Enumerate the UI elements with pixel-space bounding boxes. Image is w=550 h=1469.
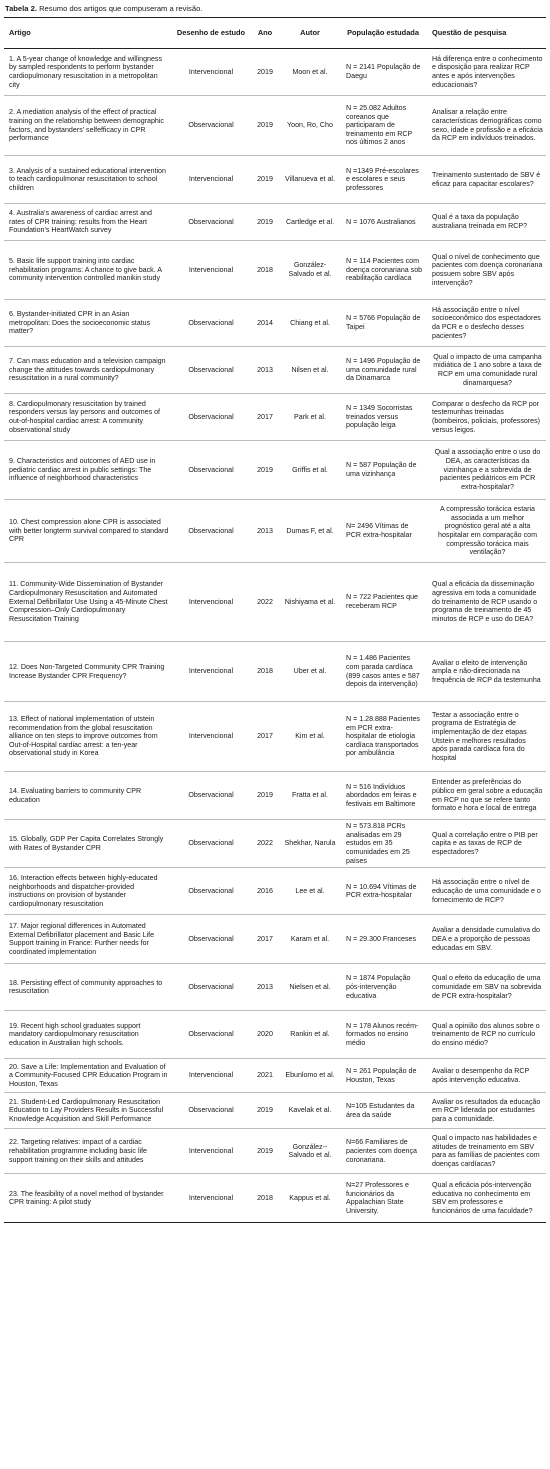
cell-year: 2014 (257, 318, 273, 327)
cell-author: Lee et al. (295, 886, 325, 895)
cell-study-design: Observacional (188, 121, 234, 130)
cell-author: Kim et al. (295, 732, 325, 741)
cell-population: N =1349 Pré-escolares e escolares e seus professores (346, 166, 419, 192)
cell-author: Shekhar, Narula (284, 839, 336, 848)
table-row (4, 1011, 546, 1059)
cell-study-design: Observacional (188, 1030, 234, 1039)
cell-population: N=27 Professores e funcionários da Appalachian State University. (346, 1180, 409, 1215)
cell-research-question: Avaliar o desempenho da RCP após intervenção educativa. (432, 1067, 530, 1084)
table-row (4, 156, 546, 204)
cell-study-design: Observacional (188, 412, 234, 421)
cell-research-question: Qual é a taxa da população australiana treinada em RCP? (432, 213, 528, 230)
cell-year: 2022 (257, 597, 273, 606)
cell-year: 2017 (257, 412, 273, 421)
cell-author: Park et al. (294, 412, 326, 421)
cell-author: Dumas F, et al. (286, 526, 334, 535)
cell-article-title: 17. Major regional differences in Automated External Defibrillator placement and Basic Life Support training in France: Further needs for coordinated implementation (9, 921, 155, 956)
cell-article-title: 23. The feasibility of a novel method of bystander CPR training: A pilot study (9, 1189, 164, 1207)
cell-article-title: 8. Cardiopulmonary resuscitation by trained responders versus lay persons and outcomes of out-of-hospital cardiac arrest: A community observational study (9, 399, 161, 434)
cell-year: 2019 (257, 1106, 273, 1115)
table-row (4, 868, 546, 915)
cell-year: 2019 (257, 791, 273, 800)
cell-year: 2020 (257, 1030, 273, 1039)
cell-article-title: 16. Interaction effects between highly-educated neighborhoods and dispatcher-provided instructions on provision of bystander cardiopulmonary resuscitation (9, 873, 158, 908)
cell-study-design: Intervencional (188, 67, 234, 76)
cell-population: N = 114 Pacientes com doença coronariana sob reabilitação cardíaca (346, 257, 423, 283)
cell-population: N=105 Estudantes da área da saúde (346, 1102, 415, 1119)
cell-author: Cartledge et al. (285, 217, 335, 226)
table-row (4, 772, 546, 820)
review-table (4, 17, 546, 1223)
cell-author: Nilsen et al. (291, 365, 329, 374)
cell-research-question: Qual a eficácia da disseminação agressiva em toda a comunidade do treinamento de RCP usando o programa de treinamento de 45 minutos de RCP e uso do DEA? (432, 580, 538, 623)
cell-population: N = 1076 Australianos (346, 217, 416, 226)
caption-text: Resumo dos artigos que compuseram a revisão. (39, 4, 203, 13)
cell-population: N = 261 População de Houston, Texas (346, 1067, 417, 1084)
cell-author: Uber et al. (293, 667, 327, 676)
cell-year: 2019 (257, 465, 273, 474)
cell-article-title: 1. A 5-year change of knowledge and willingness by sampled respondents to perform bystander cardiopulmonary resuscitation in a metropolitan city (9, 54, 163, 89)
table-caption (5, 4, 546, 13)
table-row (4, 49, 546, 96)
header-ano: Ano (257, 27, 273, 37)
cell-author: Karam et al. (290, 934, 330, 943)
cell-year: 2017 (257, 732, 273, 741)
cell-year: 2022 (257, 839, 273, 848)
header-row (4, 18, 546, 49)
cell-population: N=66 Familiares de pacientes com doença coronariana. (346, 1138, 417, 1164)
table-row (4, 394, 546, 441)
header-desenho: Desenho de estudo (176, 27, 246, 37)
table-row (4, 563, 546, 642)
cell-author: Villanueva et al. (285, 175, 335, 184)
cell-study-design: Intervencional (188, 175, 234, 184)
cell-research-question: Qual o impacto nas habilidades e atitudes de treinamento em SBV para as famílias de pacientes com doenças cardíacas? (432, 1133, 540, 1168)
cell-population: N = 1.28.888 Pacientes em PCR extra-hospitalar de etiologia cardíaca transportados por ambulância (346, 714, 420, 758)
cell-article-title: 2. A mediation analysis of the effect of practical training on the relationship between demographic factors, and bystanders' selfefficacy in CPR performance (9, 108, 164, 143)
cell-population: N = 516 Indivíduos abordados em feiras e festivais em Baltimore (346, 782, 417, 808)
table-row (4, 1059, 546, 1093)
cell-research-question: Qual a opinião dos alunos sobre o treinamento de RCP no currículo do ensino médio? (432, 1021, 540, 1048)
cell-study-design: Observacional (188, 886, 234, 895)
cell-article-title: 14. Evaluating barriers to community CPR education (9, 786, 142, 804)
cell-author: Nishiyama et al. (284, 597, 336, 606)
cell-study-design: Observacional (188, 934, 234, 943)
cell-author: Ebunlomo et al. (285, 1071, 335, 1080)
cell-research-question: Qual o efeito da educação de uma comunidade em SBV na sobrevida de PCR extra-hospitalar? (432, 974, 542, 1000)
table-row (4, 441, 546, 500)
cell-population: N = 722 Pacientes que receberam RCP (346, 593, 418, 610)
cell-year: 2019 (257, 67, 273, 76)
cell-article-title: 10. Chest compression alone CPR is associated with better longterm survival compared to standard CPR (9, 518, 169, 544)
header-autor: Autor (300, 27, 320, 37)
cell-author: Kavelak et al. (288, 1106, 332, 1115)
table-row (4, 500, 546, 563)
cell-article-title: 20. Save a Life: Implementation and Evaluation of a Community-Focused CPR Education Program in Houston, Texas (9, 1062, 168, 1089)
cell-research-question: Há associação entre o nível de educação de uma comunidade e o fornecimento de RCP? (432, 878, 541, 904)
cell-year: 2013 (257, 365, 273, 374)
cell-article-title: 13. Effect of national implementation of utstein recommendation from the global resuscitation alliance on ten steps to improve outcomes from Out-of-Hospital cardiac arrest: a ten-year observational study in Korea (9, 714, 158, 758)
cell-author: Griffis et al. (292, 465, 328, 474)
cell-year: 2018 (257, 265, 273, 274)
cell-population: N = 587 População de uma vizinhança (346, 461, 417, 478)
cell-research-question: Avaliar a densidade cumulativa do DEA e a proporção de pessoas educadas em SBV. (432, 926, 540, 952)
cell-article-title: 19. Recent high school graduates support mandatory cardiopulmonary resuscitation education in Australian high schools. (9, 1021, 141, 1048)
table-row (4, 702, 546, 772)
cell-research-question: Comparar o desfecho da RCP por testemunhas treinadas (bombeiros, policiais, professores) versus leigos. (432, 399, 541, 434)
cell-article-title: 18. Persisting effect of community approaches to resuscitation (9, 978, 163, 996)
cell-population: N = 1874 População pós-intervenção educativa (346, 974, 411, 1000)
cell-author: Nielsen et al. (289, 982, 331, 991)
cell-article-title: 5. Basic life support training into cardiac rehabilitation programs: A chance to give back. A community intervention controlled manikin study (9, 257, 162, 283)
cell-article-title: 4. Australia's awareness of cardiac arrest and rates of CPR training: results from the Heart Foundation's HeartWatch survey (9, 209, 152, 235)
cell-year: 2018 (257, 1193, 273, 1202)
table-row (4, 347, 546, 394)
cell-year: 2018 (257, 667, 273, 676)
table-row (4, 300, 546, 347)
table-row (4, 1093, 546, 1129)
cell-study-design: Intervencional (188, 732, 234, 741)
cell-article-title: 11. Community-Wide Dissemination of Bystander Cardiopulmonary Resuscitation and Automated External Defibrillator Use Using a 45-Minute Chest Compression–Only Cardiopulmonary Resuscitation Training (9, 580, 168, 623)
cell-article-title: 9. Characteristics and outcomes of AED use in pediatric cardiac arrest in public settings: The influence of neighborhood characteristics (9, 457, 156, 483)
header-artigo: Artigo (9, 27, 31, 37)
cell-year: 2017 (257, 934, 273, 943)
cell-year: 2016 (257, 886, 273, 895)
table-row (4, 915, 546, 964)
table-body (4, 49, 546, 1223)
cell-study-design: Observacional (188, 791, 234, 800)
cell-research-question: Qual a eficácia pós-intervenção educativa no conhecimento em SBV em professores e funcionários de uma faculdade? (432, 1180, 533, 1215)
cell-population: N = 2141 População de Daegu (346, 63, 421, 80)
cell-year: 2013 (257, 982, 273, 991)
cell-year: 2019 (257, 1146, 273, 1155)
cell-year: 2013 (257, 526, 273, 535)
table-row (4, 642, 546, 702)
cell-population: N = 5766 População de Taipei (346, 314, 421, 331)
cell-research-question: Qual a associação entre o uso do DEA, as características da vizinhança e a sobrevida de pacientes pediátricos em PCR extra-hospitalar? (434, 448, 541, 491)
cell-author: Yoon, Ro, Cho (287, 121, 333, 130)
cell-research-question: Analisar a relação entre características demográficas como sexo, idade e profissão e a eficácia da RCP em indivíduos treinados. (432, 108, 543, 143)
cell-author: Kappus et al. (289, 1193, 331, 1202)
cell-research-question: Treinamento sustentado de SBV é eficaz para capacitar escolares? (432, 170, 541, 188)
cell-study-design: Observacional (188, 526, 234, 535)
cell-research-question: Testar a associação entre o programa de Estratégia de implementação de dez etapas Utstein e melhores resultados após parada cardíaca fora do hospital (432, 710, 527, 762)
table-row (4, 1129, 546, 1174)
cell-study-design: Intervencional (188, 265, 234, 274)
cell-population: N = 573.818 PCRs analisadas em 29 estudos em 35 comunidades em 25 países (346, 822, 410, 865)
cell-study-design: Observacional (188, 217, 234, 226)
cell-research-question: Qual o impacto de uma campanha midiática de 1 ano sobre a taxa de RCP em uma comunidade rural dinamarquesa? (433, 352, 542, 387)
cell-article-title: 6. Bystander-initiated CPR in an Asian metropolitan: Does the socioeconomic status matter? (9, 310, 151, 336)
table-row (4, 964, 546, 1011)
cell-author: Moon et al. (292, 67, 328, 76)
cell-year: 2019 (257, 217, 273, 226)
cell-population: N = 1349 Socorristas treinados versus população leiga (346, 404, 413, 430)
table-row (4, 204, 546, 241)
cell-research-question: Avaliar o efeito de intervenção ampla e não-direcionada na frequência de RCP da testemunha (432, 658, 541, 684)
table-row (4, 241, 546, 300)
cell-study-design: Observacional (188, 465, 234, 474)
cell-article-title: 12. Does Non-Targeted Community CPR Training Increase Bystander CPR Frequency? (9, 662, 165, 680)
cell-article-title: 3. Analysis of a sustained educational intervention to teach cardiopulmonar resuscitation to school children (9, 166, 166, 192)
cell-author: Chiang et al. (290, 318, 330, 327)
cell-study-design: Intervencional (188, 667, 234, 676)
cell-study-design: Observacional (188, 982, 234, 991)
cell-population: N = 29.300 Franceses (346, 934, 416, 943)
cell-study-design: Intervencional (188, 597, 234, 606)
table-row (4, 820, 546, 868)
cell-study-design: Intervencional (188, 1071, 234, 1080)
cell-author: González--Salvado et al. (288, 1142, 332, 1160)
cell-research-question: Há associação entre o nível socioeconômico dos espectadores da PCR e o desfecho desses pacientes? (432, 305, 541, 340)
cell-population: N = 1.486 Pacientes com parada cardíaca (899 casos antes e 587 depois da intervenção) (346, 654, 420, 689)
cell-study-design: Observacional (188, 1106, 234, 1115)
cell-article-title: 22. Targeting relatives: impact of a cardiac rehabilitation programme including basic life support training on their skills and attitudes (9, 1138, 148, 1164)
table-header (4, 18, 546, 49)
cell-year: 2019 (257, 175, 273, 184)
cell-author: Fratta et al. (292, 791, 328, 800)
cell-study-design: Observacional (188, 365, 234, 374)
cell-study-design: Intervencional (188, 1146, 234, 1155)
cell-study-design: Observacional (188, 839, 234, 848)
cell-population: N = 10.694 Vítimas de PCR extra-hospitalar (346, 882, 417, 900)
cell-author: González-Salvado et al. (288, 261, 332, 278)
cell-research-question: Entender as preferências do público em geral sobre a educação em RCP no que se refere tanto formato e hora e local de entrega (432, 778, 543, 813)
table-row (4, 1174, 546, 1223)
cell-research-question: Qual a correlação entre o PIB per capita e as taxas de RCP de espectadores? (432, 830, 538, 856)
cell-year: 2019 (257, 121, 273, 130)
cell-research-question: Qual o nível de conhecimento que pacientes com doença coronariana possuem sobre SBV após intervenção? (432, 252, 543, 287)
cell-research-question: Há diferença entre o conhecimento e disposição para realizar RCP antes e após intervenções educacionais? (432, 54, 543, 89)
header-populacao: População estudada (347, 27, 419, 37)
header-questao: Questão de pesquisa (432, 27, 507, 37)
cell-year: 2021 (257, 1071, 273, 1080)
caption-label: Tabela 2. (5, 4, 37, 13)
cell-study-design: Intervencional (188, 1193, 234, 1202)
cell-population: N = 25.082 Adultos coreanos que participaram de treinamento em RCP nos últimos 2 anos (346, 103, 413, 147)
cell-research-question: Avaliar os resultados da educação em RCP liderada por estudantes para a comunidade. (432, 1097, 541, 1124)
cell-article-title: 7. Can mass education and a television campaign change the attitudes towards cardiopulmonary resuscitation in a rural community? (9, 357, 166, 383)
cell-article-title: 21. Student-Led Cardiopulmonary Resuscitation Education to Lay Providers Results in Successful Knowledge Acquisition and Skill Performance (9, 1097, 164, 1124)
cell-study-design: Observacional (188, 318, 234, 327)
table-row (4, 96, 546, 156)
cell-research-question: A compressão torácica estaria associada a um melhor prognóstico geral até a alta hospitalar em comparação com compressão torácica mais ventilação? (438, 505, 537, 557)
cell-population: N = 1496 População de uma comunidade rural da Dinamarca (346, 357, 421, 383)
cell-article-title: 15. Globally, GDP Per Capita Correlates Strongly with Rates of Bystander CPR (9, 834, 164, 852)
cell-population: N= 2496 Vítimas de PCR extra-hospitalar (346, 522, 412, 539)
cell-author: Rankin et al. (290, 1030, 330, 1039)
cell-population: N = 178 Alunos recém-formados no ensino médio (346, 1021, 419, 1048)
